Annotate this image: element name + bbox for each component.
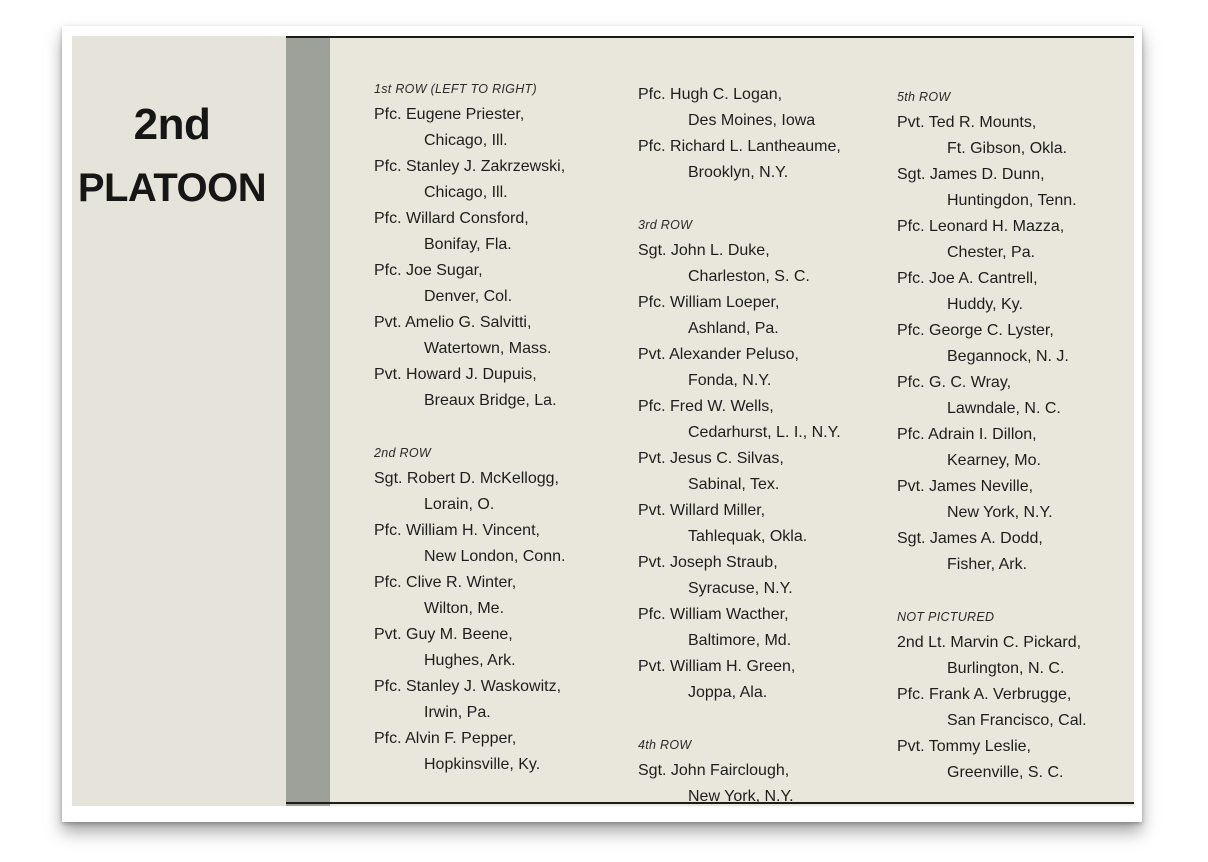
soldier-name: Pfc. Hugh C. Logan, [638, 86, 783, 103]
soldier-name: Pfc. G. C. Wray, [897, 374, 1012, 391]
soldier-hometown: Des Moines, Iowa [688, 112, 816, 129]
soldier-hometown: Baltimore, Md. [688, 632, 792, 649]
soldier-hometown: Tahlequak, Okla. [688, 528, 808, 545]
soldier-name: Pfc. Willard Consford, [374, 210, 529, 227]
soldier-name: Pfc. George C. Lyster, [897, 322, 1054, 339]
soldier-hometown: Lawndale, N. C. [947, 400, 1061, 417]
soldier-name: Sgt. John L. Duke, [638, 242, 770, 259]
soldier-name: Pfc. Frank A. Verbrugge, [897, 686, 1072, 703]
soldier-name: Pvt. Willard Miller, [638, 502, 766, 519]
row-heading: 2nd ROW [374, 446, 431, 460]
soldier-name: Pvt. Howard J. Dupuis, [374, 366, 537, 383]
soldier-hometown: Denver, Col. [424, 288, 513, 305]
soldier-name: Sgt. Robert D. McKellogg, [374, 470, 559, 487]
section-gap [638, 706, 841, 732]
soldier-hometown: Huddy, Ky. [947, 296, 1023, 313]
soldier-hometown: Chester, Pa. [947, 244, 1036, 261]
soldier-name: Pfc. Leonard H. Mazza, [897, 218, 1065, 235]
soldier-hometown: San Francisco, Cal. [947, 712, 1087, 729]
soldier-name: Pfc. William Wacther, [638, 606, 789, 623]
soldier-name: Pfc. Stanley J. Waskowitz, [374, 678, 562, 695]
soldier-hometown: New York, N.Y. [688, 788, 794, 805]
soldier-hometown: Sabinal, Tex. [688, 476, 780, 493]
soldier-name: Sgt. John Fairclough, [638, 762, 790, 779]
soldier-hometown: Breaux Bridge, La. [424, 392, 557, 409]
soldier-hometown: Irwin, Pa. [424, 704, 491, 721]
yearbook-page [72, 36, 1134, 806]
section-gap [897, 578, 1087, 604]
soldier-hometown: Charleston, S. C. [688, 268, 810, 285]
soldier-hometown: Begannock, N. J. [947, 348, 1069, 365]
section-gap [374, 414, 565, 440]
soldier-hometown: Huntingdon, Tenn. [947, 192, 1077, 209]
soldier-name: Pfc. Stanley J. Zakrzewski, [374, 158, 566, 175]
soldier-name: Pfc. William H. Vincent, [374, 522, 540, 539]
soldier-hometown: Hughes, Ark. [424, 652, 516, 669]
soldier-hometown: Chicago, Ill. [424, 132, 508, 149]
soldier-hometown: Fonda, N.Y. [688, 372, 772, 389]
roster-column-3 [897, 84, 1087, 786]
soldier-name: Sgt. James D. Dunn, [897, 166, 1045, 183]
title-line-1: 2nd [133, 100, 211, 149]
soldier-name: Pvt. Tommy Leslie, [897, 738, 1031, 755]
soldier-name: Pfc. Eugene Priester, [374, 106, 525, 123]
roster-column-1 [374, 76, 565, 778]
soldier-hometown: Wilton, Me. [424, 600, 505, 617]
soldier-hometown: Syracuse, N.Y. [688, 580, 793, 597]
soldier-hometown: Brooklyn, N.Y. [688, 164, 789, 181]
section-gap [638, 186, 841, 212]
soldier-name: Pvt. Ted R. Mounts, [897, 114, 1037, 131]
title-line-2: PLATOON [77, 166, 267, 210]
soldier-name: Pfc. Richard L. Lantheaume, [638, 138, 841, 155]
soldier-name: 2nd Lt. Marvin C. Pickard, [897, 634, 1082, 651]
row-heading: 4th ROW [638, 738, 692, 752]
soldier-name: Pvt. James Neville, [897, 478, 1034, 495]
soldier-name: Pfc. Alvin F. Pepper, [374, 730, 517, 747]
row-heading: 5th ROW [897, 90, 951, 104]
row-heading: 3rd ROW [638, 218, 693, 232]
soldier-name: Pvt. William H. Green, [638, 658, 796, 675]
soldier-hometown: Greenville, S. C. [947, 764, 1064, 781]
soldier-hometown: Joppa, Ala. [688, 684, 768, 701]
soldier-hometown: Ashland, Pa. [688, 320, 779, 337]
soldier-name: Pfc. Clive R. Winter, [374, 574, 517, 591]
soldier-hometown: Hopkinsville, Ky. [424, 756, 541, 773]
soldier-name: Sgt. James A. Dodd, [897, 530, 1043, 547]
soldier-hometown: Fisher, Ark. [947, 556, 1028, 573]
soldier-hometown: Burlington, N. C. [947, 660, 1065, 677]
soldier-hometown: Cedarhurst, L. I., N.Y. [688, 424, 841, 441]
soldier-hometown: Chicago, Ill. [424, 184, 508, 201]
soldier-name: Pvt. Guy M. Beene, [374, 626, 513, 643]
soldier-hometown: Ft. Gibson, Okla. [947, 140, 1068, 157]
soldier-name: Pvt. Amelio G. Salvitti, [374, 314, 532, 331]
row-heading: NOT PICTURED [897, 610, 995, 624]
title-panel [72, 36, 286, 806]
soldier-name: Pfc. Joe A. Cantrell, [897, 270, 1038, 287]
soldier-hometown: New York, N.Y. [947, 504, 1053, 521]
soldier-name: Pfc. Joe Sugar, [374, 262, 483, 279]
soldier-name: Pfc. William Loeper, [638, 294, 780, 311]
soldier-name: Pfc. Fred W. Wells, [638, 398, 774, 415]
soldier-hometown: Kearney, Mo. [947, 452, 1041, 469]
soldier-hometown: Watertown, Mass. [424, 340, 552, 357]
soldier-hometown: Lorain, O. [424, 496, 495, 513]
roster-column-2 [638, 82, 841, 806]
soldier-name: Pvt. Joseph Straub, [638, 554, 778, 571]
soldier-name: Pvt. Jesus C. Silvas, [638, 450, 784, 467]
soldier-name: Pvt. Alexander Peluso, [638, 346, 799, 363]
soldier-hometown: Bonifay, Fla. [424, 236, 512, 253]
soldier-name: Pfc. Adrain I. Dillon, [897, 426, 1037, 443]
soldier-hometown: New London, Conn. [424, 548, 566, 565]
row-heading: 1st ROW (LEFT TO RIGHT) [374, 82, 537, 96]
